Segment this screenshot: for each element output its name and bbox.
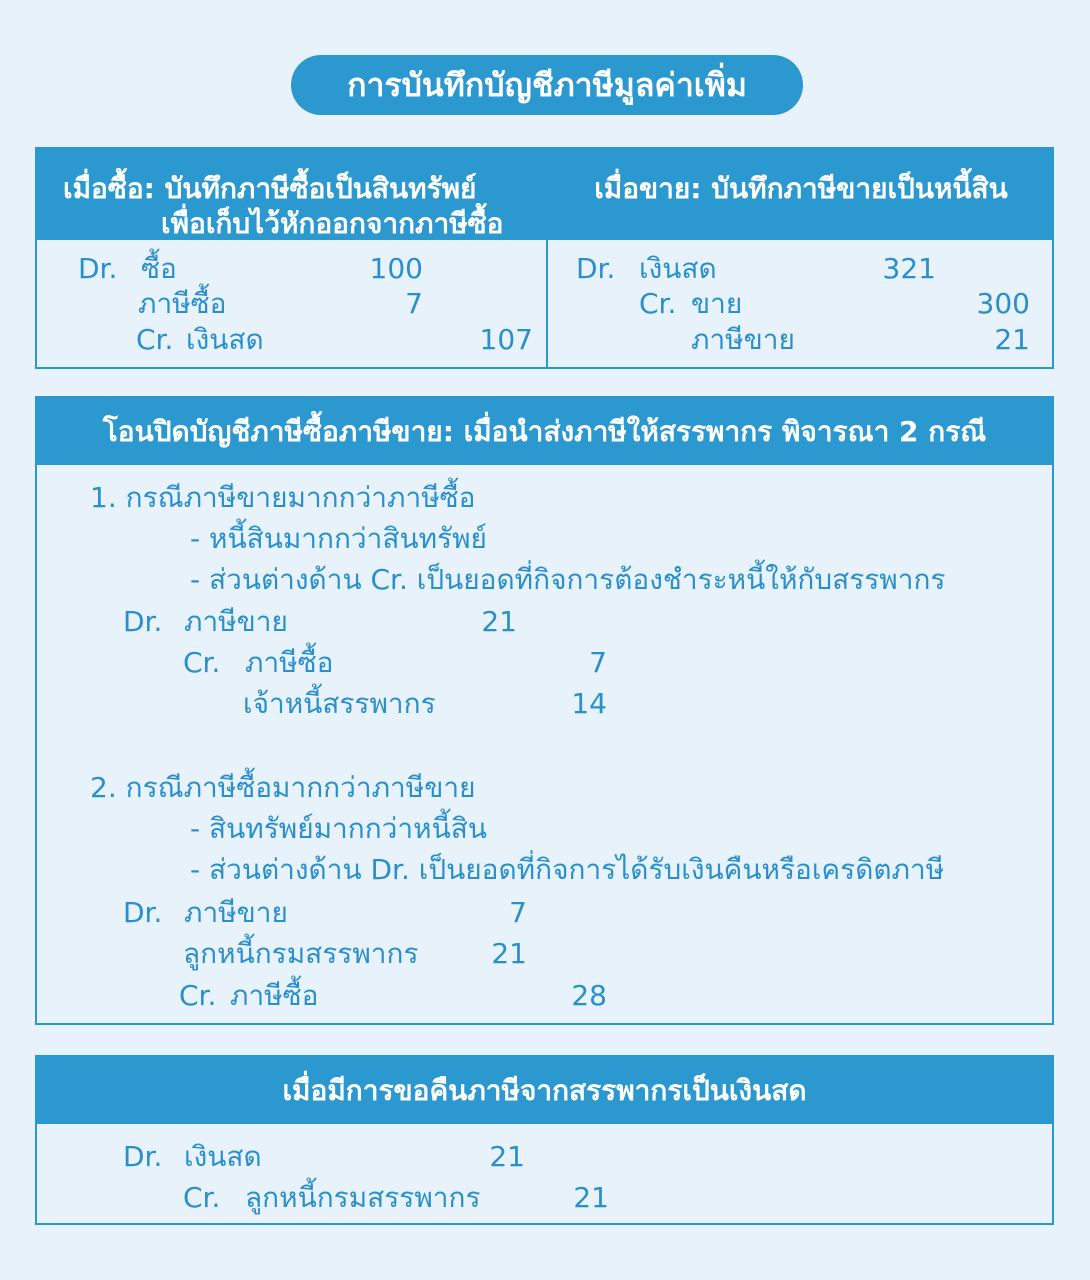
case1-note: - ส่วนต่างด้าน Cr. เป็นยอดที่กิจการต้องชำระหนี้ให้กับสรรพากร [190, 563, 946, 596]
case1-account: ภาษีซื้อ [245, 646, 334, 679]
case2-cr-label: Cr. [179, 979, 217, 1012]
case2-title: 2. กรณีภาษีซื้อมากกว่าภาษีขาย [90, 771, 476, 804]
sale-debit: 321 [882, 252, 936, 285]
purchase-credit: 107 [479, 323, 533, 356]
case1-credit: 14 [571, 687, 607, 720]
sale-dr-label: Dr. [576, 252, 616, 285]
purchase-header [37, 149, 546, 240]
column-divider [546, 149, 548, 367]
purchase-debit: 100 [369, 252, 423, 285]
case2-account: ลูกหนี้กรมสรรพากร [183, 937, 419, 970]
case1-cr-label: Cr. [183, 646, 221, 679]
refund-cr-label: Cr. [183, 1181, 221, 1214]
refund-account: ลูกหนี้กรมสรรพากร [245, 1181, 481, 1214]
case2-debit: 21 [491, 937, 527, 970]
sale-credit: 21 [994, 323, 1030, 356]
case1-account: เจ้าหนี้สรรพากร [243, 687, 436, 720]
purchase-header-line2: เพื่อเก็บไว้หักออกจากภาษีซื้อ [161, 207, 504, 240]
purchase-account: ภาษีซื้อ [138, 287, 227, 320]
case1-debit: 21 [481, 605, 517, 638]
refund-box [35, 1055, 1054, 1225]
purchase-cr-label: Cr. [136, 323, 174, 356]
sale-header [548, 149, 1054, 240]
case2-account: ภาษีขาย [184, 896, 288, 929]
sale-header-text: เมื่อขาย: บันทึกภาษีขายเป็นหนี้สิน [594, 172, 1008, 205]
sale-cr-label: Cr. [639, 287, 677, 320]
case1-account: ภาษีขาย [184, 605, 288, 638]
case2-account: ภาษีซื้อ [230, 979, 319, 1012]
case1-note: - หนี้สินมากกว่าสินทรัพย์ [190, 522, 487, 555]
case1-title: 1. กรณีภาษีขายมากกว่าภาษีซื้อ [90, 481, 476, 514]
case1-dr-label: Dr. [123, 605, 163, 638]
sale-credit: 300 [976, 287, 1030, 320]
page-title: การบันทึกบัญชีภาษีมูลค่าเพิ่ม [291, 55, 803, 115]
refund-dr-label: Dr. [123, 1140, 163, 1173]
refund-account: เงินสด [184, 1140, 262, 1173]
purchase-debit: 7 [405, 287, 423, 320]
entry-table-purchase-sale [35, 147, 1054, 369]
case2-credit: 28 [571, 979, 607, 1012]
purchase-account: เงินสด [186, 323, 264, 356]
purchase-account: ซื้อ [141, 252, 177, 285]
closing-header: โอนปิดบัญชีภาษีซื้อภาษีขาย: เมื่อนำส่งภาษีให้สรรพากร พิจารณา 2 กรณี [37, 398, 1052, 465]
sale-account: ขาย [691, 287, 743, 320]
refund-debit: 21 [489, 1140, 525, 1173]
refund-credit: 21 [573, 1181, 609, 1214]
case2-note: - ส่วนต่างด้าน Dr. เป็นยอดที่กิจการได้รับเงินคืนหรือเครดิตภาษี [190, 853, 945, 886]
case2-debit: 7 [509, 896, 527, 929]
sale-account: เงินสด [639, 252, 717, 285]
case2-dr-label: Dr. [123, 896, 163, 929]
sale-account: ภาษีขาย [691, 323, 795, 356]
case1-credit: 7 [589, 646, 607, 679]
case2-note: - สินทรัพย์มากกว่าหนี้สิน [190, 812, 487, 845]
purchase-header-line1: เมื่อซื้อ: บันทึกภาษีซื้อเป็นสินทรัพย์ [63, 172, 477, 205]
purchase-dr-label: Dr. [78, 252, 118, 285]
closing-entries-box [35, 396, 1054, 1025]
refund-header: เมื่อมีการขอคืนภาษีจากสรรพากรเป็นเงินสด [37, 1057, 1052, 1124]
